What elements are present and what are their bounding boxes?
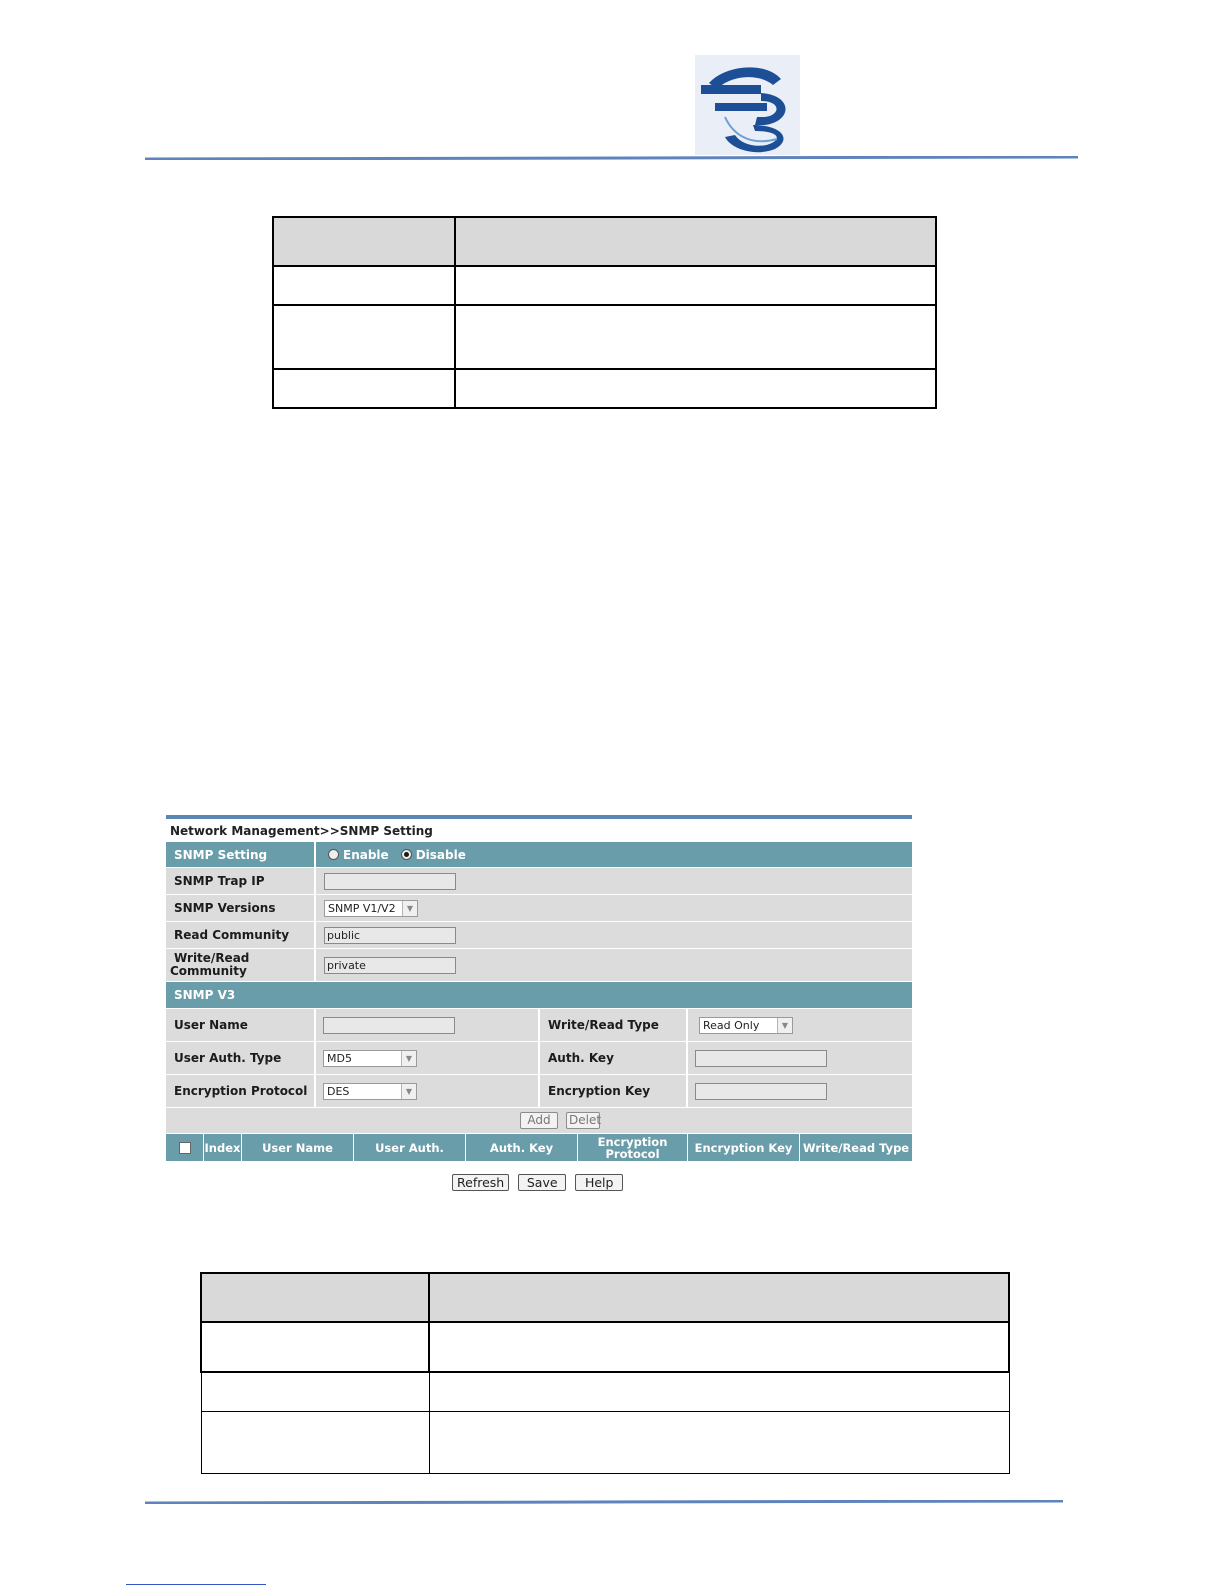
table-cell [273, 305, 455, 369]
write-read-community-cell [316, 949, 912, 981]
snmp-v3-header [166, 981, 912, 1008]
encryption-protocol-value: DES [327, 1084, 350, 1098]
write-read-community-label-line2: Community [170, 964, 247, 978]
col-encryption-protocol-line2: Protocol [605, 1146, 660, 1161]
add-delete-cell [166, 1108, 912, 1133]
table-cell [201, 1322, 429, 1372]
enable-label: Enable [343, 847, 389, 862]
auth-key-cell [688, 1042, 912, 1074]
auth-key-input[interactable] [695, 1050, 827, 1067]
auth-key-label: Auth. Key [540, 1042, 688, 1074]
col-user-auth: User Auth. [354, 1134, 466, 1161]
footer-rule [145, 1500, 1063, 1504]
versions-select[interactable] [324, 900, 418, 917]
breadcrumb: Network Management>>SNMP Setting [166, 819, 912, 841]
versions-row [166, 894, 912, 921]
col-user-name: User Name [242, 1134, 354, 1161]
disable-radio[interactable] [401, 848, 466, 862]
write-read-type-select[interactable] [699, 1017, 793, 1034]
trap-ip-label: SNMP Trap IP [166, 868, 316, 894]
table-cell [201, 1273, 429, 1322]
table-cell [273, 217, 455, 266]
write-read-community-label-line1: Write/Read [174, 951, 250, 965]
table-cell [429, 1322, 1009, 1372]
v3-row-2 [166, 1041, 912, 1074]
user-auth-type-cell [316, 1042, 540, 1074]
radio-on-icon [401, 849, 412, 860]
snmp-setting-label: SNMP Setting [166, 842, 316, 867]
radio-off-icon [328, 849, 339, 860]
header-rule [145, 156, 1078, 160]
snmp-setting-row [166, 841, 912, 867]
table-cell [201, 1372, 429, 1411]
v3-row-1 [166, 1008, 912, 1041]
trap-ip-row [166, 867, 912, 894]
table-cell [273, 369, 455, 408]
table-cell [455, 369, 936, 408]
table-cell [429, 1273, 1009, 1322]
col-auth-key: Auth. Key [466, 1134, 578, 1161]
user-name-input[interactable] [323, 1017, 455, 1034]
read-community-cell [316, 922, 912, 948]
refresh-button[interactable]: Refresh [452, 1174, 509, 1191]
parameter-table-2 [200, 1272, 1010, 1474]
user-auth-type-value: MD5 [327, 1051, 352, 1065]
col-encryption-key: Encryption Key [688, 1134, 800, 1161]
read-community-row [166, 921, 912, 948]
snmp-v3-title: SNMP V3 [166, 982, 912, 1008]
select-all-checkbox[interactable] [179, 1142, 191, 1154]
delete-button[interactable]: Delet [566, 1112, 600, 1129]
read-community-input[interactable]: public [324, 927, 456, 944]
disable-label: Disable [415, 847, 466, 862]
user-auth-type-label: User Auth. Type [166, 1042, 316, 1074]
add-delete-row [166, 1107, 912, 1133]
col-encryption-protocol [578, 1134, 688, 1161]
trap-ip-input[interactable] [324, 873, 456, 890]
encryption-key-label: Encryption Key [540, 1075, 688, 1107]
table-cell [429, 1372, 1009, 1411]
table-cell [201, 1411, 429, 1473]
v3-row-3 [166, 1074, 912, 1107]
col-write-read-type: Write/Read Type [802, 1140, 910, 1155]
user-table-header [166, 1133, 912, 1161]
write-read-type-label: Write/Read Type [540, 1009, 688, 1041]
save-button[interactable]: Save [518, 1174, 566, 1191]
encryption-key-input[interactable] [695, 1083, 827, 1100]
chevron-down-icon: ▼ [401, 1051, 416, 1066]
write-read-type-value: Read Only [703, 1018, 760, 1032]
parameter-table-1 [272, 216, 937, 409]
write-read-community-input[interactable]: private [324, 957, 456, 974]
table-cell [429, 1411, 1009, 1473]
snmp-setting-panel [166, 815, 912, 1161]
versions-cell [316, 895, 912, 921]
col-encryption-protocol-line1: Encryption [597, 1134, 668, 1149]
encryption-key-cell [688, 1075, 912, 1107]
read-community-label: Read Community [166, 922, 316, 948]
encryption-protocol-cell [316, 1075, 540, 1107]
brand-logo [695, 55, 800, 155]
write-read-community-row [166, 948, 912, 981]
encryption-protocol-select[interactable] [323, 1083, 417, 1100]
add-button[interactable]: Add [520, 1112, 558, 1129]
enable-radio[interactable] [328, 848, 389, 862]
user-name-label: User Name [166, 1009, 316, 1041]
user-name-cell [316, 1009, 540, 1041]
help-button[interactable]: Help [575, 1174, 623, 1191]
table-cell [455, 305, 936, 369]
write-read-community-label [166, 949, 316, 981]
write-read-type-cell [688, 1009, 912, 1041]
trap-ip-cell [316, 868, 912, 894]
select-all-cell [166, 1134, 204, 1161]
snmp-setting-options [316, 842, 912, 867]
table-cell [455, 217, 936, 266]
chevron-down-icon: ▼ [777, 1018, 792, 1033]
encryption-protocol-label: Encryption Protocol [166, 1075, 316, 1107]
col-index: Index [204, 1134, 242, 1161]
user-auth-type-select[interactable] [323, 1050, 417, 1067]
chevron-down-icon: ▼ [402, 901, 417, 916]
table-cell [273, 266, 455, 305]
versions-label: SNMP Versions [166, 895, 316, 921]
chevron-down-icon: ▼ [401, 1084, 416, 1099]
versions-value: SNMP V1/V2 [328, 901, 396, 915]
form-actions [452, 1174, 623, 1191]
table-cell [455, 266, 936, 305]
